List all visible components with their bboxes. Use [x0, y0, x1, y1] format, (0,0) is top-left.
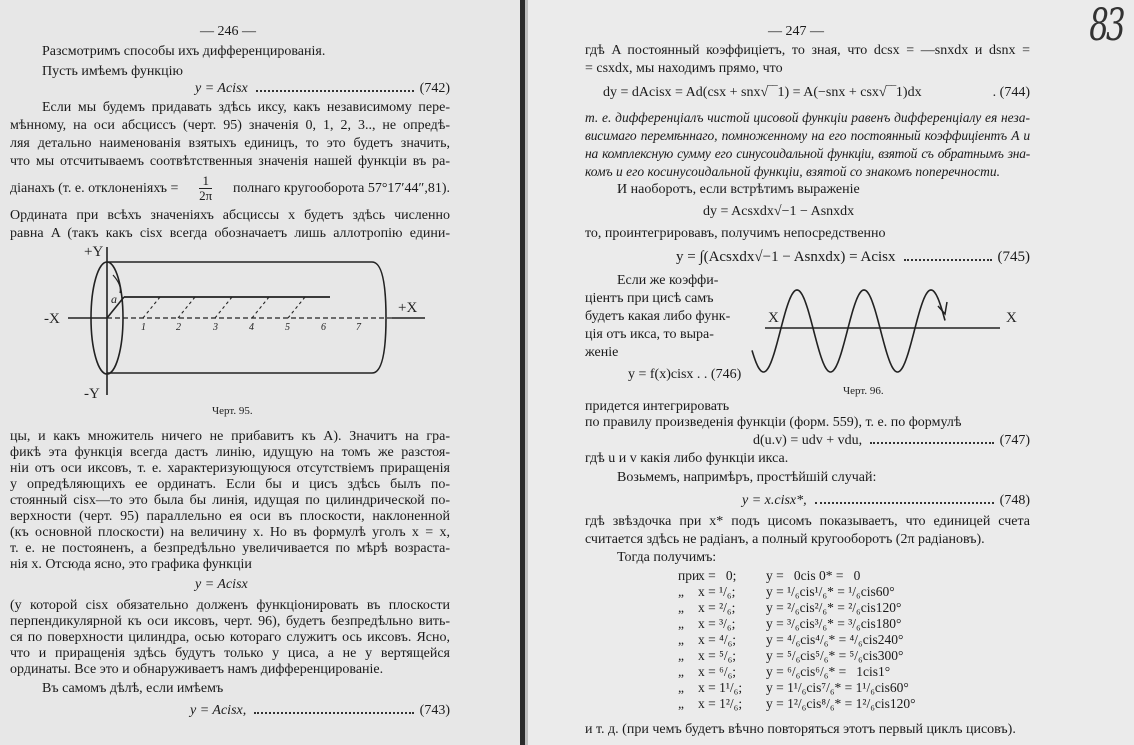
equation-number: (745): [997, 249, 1030, 265]
rotation-arrow: [113, 275, 120, 293]
page-number: — 247 —: [768, 24, 824, 39]
leader-dots: [815, 501, 994, 504]
left-page: [0, 0, 522, 745]
sine-curve: [752, 290, 945, 372]
text-line: т. е. не постояненъ, а безпредѣльно увеличивается по мѣрѣ возраста-: [10, 541, 450, 556]
tick-label: 2: [176, 322, 181, 333]
row-prefix: при: [678, 568, 700, 583]
x-value: x = 1²/₆;: [698, 696, 743, 711]
text-line: перпендикулярной къ оси иксовъ, черт. 96), будетъ безпредѣльно вить-: [10, 614, 450, 629]
y-value: y = ³/₆cis³/₆* = ³/₆cis180°: [766, 616, 902, 631]
text-segment: полнаго кругооборота 57°17′44″,81).: [232, 180, 450, 196]
formula: y = ∫(Acsxdx√−1 − Asnxdx) = Acisx: [676, 249, 896, 265]
row-prefix: „: [678, 616, 684, 631]
x-value: x = 0;: [698, 568, 737, 583]
text-line: (у которой cisx обязательно долженъ функціонировать въ плоскости: [10, 598, 450, 613]
text-line: верхности (черт. 95) параллельно ея оси въ плоскости, наклоненной: [10, 509, 450, 524]
equation-746: y = f(x)cisx . . (746): [628, 367, 742, 382]
x-value: x = 1¹/₆;: [698, 680, 743, 695]
y-value: y = ⁴/₆cis⁴/₆* = ⁴/₆cis240°: [766, 632, 904, 647]
formula: y = x.cisx*,: [742, 493, 807, 508]
x-value: x = ¹/₆;: [698, 584, 736, 599]
equation-number: (747): [999, 433, 1030, 448]
numerator: 1: [199, 174, 212, 189]
row-prefix: „: [678, 584, 684, 599]
table-row: [678, 648, 916, 664]
formula: y = Acisx: [195, 81, 248, 96]
text-line: ціентъ при цисѣ самъ: [585, 291, 714, 306]
equation-743: [190, 702, 450, 719]
formula: y = Acisx,: [190, 703, 247, 718]
handwritten-folio-number: 83: [1089, 0, 1123, 51]
italic-line: на комплексную сумму его синусоидальной функціи, взятой съ обратнымъ зна-: [585, 146, 1030, 161]
formula: dy = dAcisx = Ad(csx + snx√‾‾1) = A(−snx + csx√‾‾1)dx: [603, 85, 922, 100]
text-line: И наоборотъ, если встрѣтимъ выраженіе: [617, 182, 860, 197]
dashed-projections: [143, 297, 305, 318]
label-minus-y: -Y: [84, 386, 100, 402]
text-line: = csxdx, мы находимъ прямо, что: [585, 61, 783, 76]
text-line: Въ самомъ дѣлѣ, если имѣемъ: [42, 681, 224, 696]
tick-label: 6: [321, 322, 326, 333]
table-row: [678, 696, 916, 712]
tick-label: 1: [141, 322, 146, 333]
italic-line: т. е. дифференціалъ чистой цисовой функціи равенъ дифференціалу ея неза-: [585, 110, 1030, 125]
y-value: y = ⁶/₆cis⁶/₆* = 1cis1°: [766, 664, 891, 679]
text-line: будетъ какая либо функ-: [585, 309, 731, 324]
text-line: что мы отсчитываемъ соотвѣтственныя значенія нашей функціи въ ра-: [10, 154, 450, 169]
text-line: Разсмотримъ способы ихъ дифференцированія.: [42, 44, 326, 59]
row-prefix: „: [678, 696, 684, 711]
equation-number: (742): [419, 81, 450, 96]
equation: dy = Acsxdx√−1 − Asnxdx: [703, 204, 855, 219]
text-line: нія x. Отсюда ясно, это графика функціи: [10, 557, 252, 572]
y-value: y = ¹/₆cis¹/₆* = ¹/₆cis60°: [766, 584, 895, 599]
y-value: y = 1²/₆cis⁸/₆* = 1²/₆cis120°: [766, 696, 916, 711]
figure-caption: Черт. 95.: [212, 405, 253, 417]
text-line: женіе: [585, 345, 619, 360]
table-row: [678, 680, 916, 696]
text-line: мѣнному, на оси абсциссъ (черт. 95) значенія 0, 1, 2, 3.., не опредѣ-: [10, 118, 450, 133]
text-line: стоянный cisx—то это была бы линія, идущая по цилиндрической по-: [10, 493, 450, 508]
x-value: x = ⁴/₆;: [698, 632, 737, 647]
text-line: ся по поверхности цилиндра, осью котораго служитъ ось иксовъ. Ясно,: [10, 630, 450, 645]
row-prefix: „: [678, 680, 684, 695]
equation-number: (743): [419, 703, 450, 718]
row-prefix: „: [678, 632, 684, 647]
equation-number: . (744): [992, 85, 1030, 100]
italic-line: висимаго перемѣннаго, помноженному на его постоянный коэффиціентъ A и: [585, 128, 1030, 143]
label-minus-x: -X: [44, 311, 60, 327]
equation-748: [742, 492, 1030, 509]
fraction-line: [10, 172, 450, 204]
x-value: x = ⁶/₆;: [698, 664, 737, 679]
tick-label: 5: [285, 322, 290, 333]
equation: y = Acisx: [195, 577, 248, 592]
label-plus-x: +X: [398, 300, 418, 316]
fraction: [199, 174, 212, 203]
text-line: ніи отъ оси иксовъ, т. е. характеризующуюся отсутствіемъ приращенія: [10, 461, 450, 476]
text-line: гдѣ u и v какія либо функціи икса.: [585, 451, 789, 466]
text-line: цы, и какъ множитель ничего не прибавитъ къ A). Значитъ на гра-: [10, 429, 450, 444]
label-angle: a: [111, 292, 117, 306]
x-value: x = ⁵/₆;: [698, 648, 737, 663]
text-line: и т. д. (при чемъ будетъ вѣчно повторяться этотъ первый циклъ цисовъ).: [585, 722, 1016, 737]
text-line: ординаты. Все это и обнаруживаетъ намъ дифференцированіе.: [10, 662, 384, 677]
text-line: у опредѣляющихъ ее ординатъ. Если бы и цисъ здѣсь былъ по-: [10, 477, 450, 492]
text-line: Если же коэффи-: [617, 273, 719, 288]
text-segment: діанахъ (т. е. отклоненіяхъ =: [10, 180, 179, 196]
text-line: Ордината при всѣхъ значеніяхъ абсциссы x будетъ здѣсь численно: [10, 208, 450, 223]
row-prefix: „: [678, 648, 684, 663]
leader-dots: [256, 89, 414, 92]
equation-number: (748): [999, 493, 1030, 508]
y-value: y = ²/₆cis²/₆* = ²/₆cis120°: [766, 600, 902, 615]
table-row: [678, 632, 916, 648]
text-line: ція отъ икса, то выра-: [585, 327, 714, 342]
denominator: 2π: [199, 187, 213, 203]
table-row: [678, 664, 916, 680]
table-row: [678, 568, 916, 584]
figure-caption: Черт. 96.: [843, 385, 884, 397]
text-line: то, проинтегрировавъ, получимъ непосредственно: [585, 226, 886, 241]
text-line: ляя детально наименованія взятыхъ единицъ, то это будетъ значить,: [10, 136, 450, 151]
italic-line: комъ и его косинусоидальной функціи, взятой со знакомъ поперечности.: [585, 164, 1000, 179]
text-line: фикѣ эта функція всегда дастъ линію, идущую на томъ же разстоя-: [10, 445, 450, 460]
text-line: гдѣ звѣздочка при x* подъ цисомъ показываетъ, что единицей счета: [585, 514, 1030, 529]
text-line: Возьмемъ, напримѣръ, простѣйшій случай:: [617, 470, 877, 485]
x-value: x = ²/₆;: [698, 600, 736, 615]
values-table: [678, 568, 916, 712]
text-line: равна A (такъ какъ cisx всегда обозначаетъ лишь аллотропію едини-: [10, 226, 450, 241]
leader-dots: [254, 711, 413, 714]
row-prefix: „: [678, 664, 684, 679]
right-page: [528, 0, 1134, 745]
y-value: y = ⁵/₆cis⁵/₆* = ⁵/₆cis300°: [766, 648, 904, 663]
text-line: что и приращенія здѣсь будутъ только у циса, а не у вертящейся: [10, 646, 450, 661]
row-prefix: „: [678, 600, 684, 615]
x-label-right: X: [1006, 310, 1017, 326]
page-number: — 246 —: [200, 24, 256, 39]
table-row: [678, 584, 916, 600]
leader-dots: [870, 441, 994, 444]
text-line: (къ основной плоскости) на величину x. Но въ формулѣ уголъ x = x,: [10, 525, 450, 540]
text-line: Тогда получимъ:: [617, 550, 717, 565]
label-plus-y: +Y: [84, 244, 104, 260]
text-line: Если мы будемъ придавать здѣсь иксу, какъ независимому пере-: [42, 100, 450, 115]
y-value: y = 0cis 0* = 0: [766, 568, 861, 583]
text-line: гдѣ A постоянный коэффиціетъ, то зная, что dcsx = —snxdx и dsnx =: [585, 43, 1030, 58]
text-line: Пусть имѣемъ функцію: [42, 64, 183, 79]
text-line: по правилу произведенія функціи (форм. 559), т. е. по формулѣ: [585, 415, 962, 430]
x-value: x = ³/₆;: [698, 616, 736, 631]
formula: d(u.v) = udv + vdu,: [753, 433, 863, 448]
equation-742: [195, 80, 450, 97]
tick-label: 4: [249, 322, 254, 333]
text-line: придется интегрировать: [585, 399, 730, 414]
table-row: [678, 616, 916, 632]
tick-label: 7: [356, 322, 361, 333]
text-line: считается здѣсь не радіанъ, а полный кругооборотъ (2π радіановъ).: [585, 532, 985, 547]
y-value: y = 1¹/₆cis⁷/₆* = 1¹/₆cis60°: [766, 680, 909, 695]
figure-96-sine-wave: [528, 0, 1134, 400]
equation-747: [753, 432, 1030, 449]
figure-95-cylinder: [0, 242, 460, 424]
tick-label: 3: [213, 322, 218, 333]
x-label-left: X: [768, 310, 779, 326]
table-row: [678, 600, 916, 616]
